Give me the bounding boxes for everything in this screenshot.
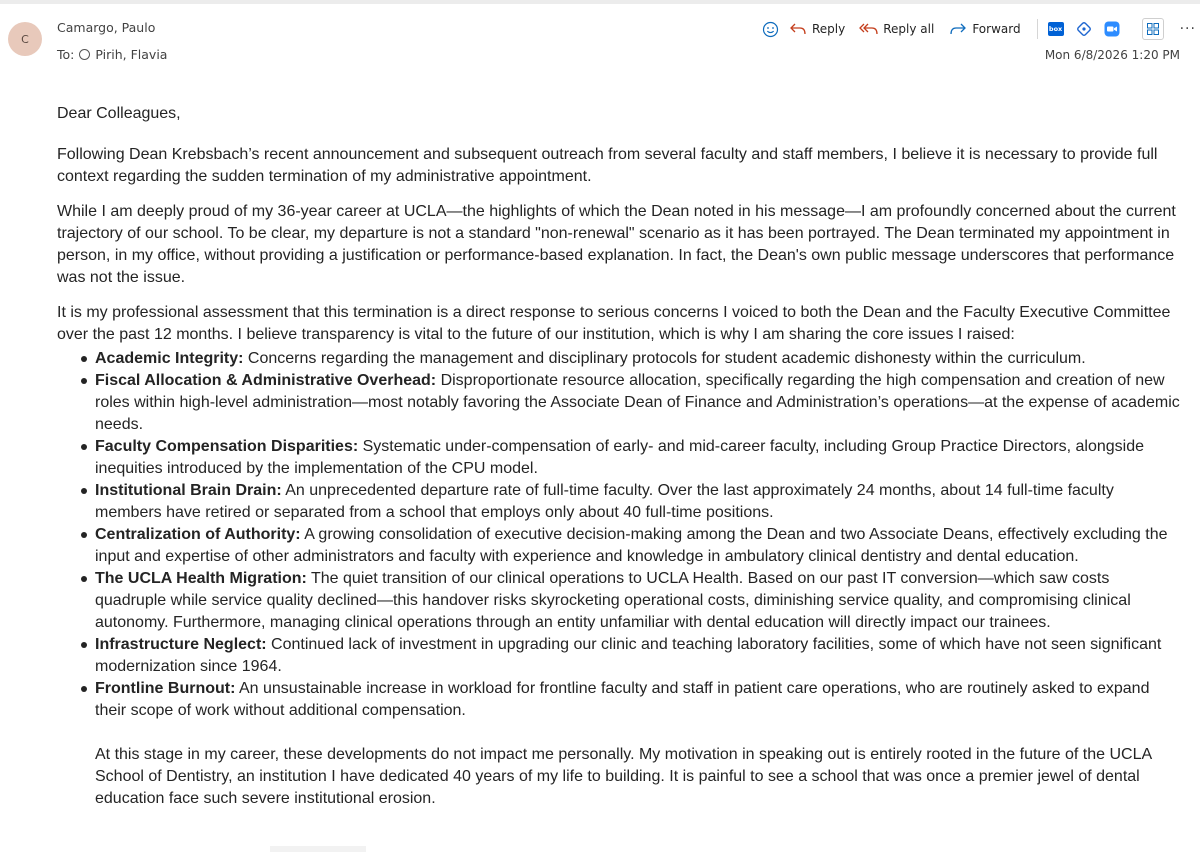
list-item xyxy=(57,634,1182,678)
list-item-text: The quiet transition of our clinical operations to UCLA Health. Based on our past IT conversion—which saw costs quadruple while service quality declined—this handover risks skyrocketing operational costs, diminishing service quality, and compromising clinical autonomy. Furthermore, managing clinical operations through an entity unfamiliar with dental education will directly impact our trainees. xyxy=(95,570,1131,631)
top-border xyxy=(0,0,1200,4)
list-item-text: Concerns regarding the management and disciplinary protocols for student academic dishonesty within the curriculum. xyxy=(243,350,1086,367)
list-item-title: Institutional Brain Drain: xyxy=(95,482,282,499)
reply-all-button[interactable] xyxy=(859,19,934,39)
apps-grid-icon[interactable] xyxy=(1142,18,1164,40)
list-item-text: Systematic under-compensation of early- and mid-career faculty, including Group Practice Directors, alongside inequities introduced by the implementation of the CPU model. xyxy=(95,438,1145,477)
zoom-app-icon[interactable] xyxy=(1102,19,1122,39)
greeting: Dear Colleagues, xyxy=(57,105,181,122)
paragraph-3: It is my professional assessment that this termination is a direct response to serious concerns I voiced to both the Dean and the Faculty Executive Committee over the past 12 months. I believe transparency is vital to the future of our institution, which is why I am sharing the core issues I raised: xyxy=(57,304,1171,343)
list-item-text: A growing consolidation of executive decision-making among the Dean and two Associate Deans, effectively excluding the input and expertise of other administrators and faculty with experience and knowledge in ambulatory clinical dentistry and dental education. xyxy=(95,526,1168,565)
list-item xyxy=(57,568,1182,634)
list-item xyxy=(57,480,1182,524)
to-label: To: xyxy=(57,47,75,62)
sender-avatar[interactable] xyxy=(8,22,42,56)
reply-icon xyxy=(788,19,808,39)
box-app-icon[interactable] xyxy=(1046,19,1066,39)
recipient-name[interactable]: Pirih, Flavia xyxy=(95,47,168,62)
scroll-fade xyxy=(270,846,366,852)
presence-status-icon xyxy=(79,49,90,60)
list-item-text: Disproportionate resource allocation, specifically regarding the high compensation and creation of new roles within high-level administration—most notably favoring the Associate Dean of Finance and Administration’s operations—at the expense of academic needs. xyxy=(95,372,1180,433)
list-item-text: An unsustainable increase in workload for frontline faculty and staff in patient care operations, who are routinely asked to expand their scope of work without additional compensation. xyxy=(95,680,1150,719)
message-body xyxy=(57,103,1182,823)
reply-label: Reply xyxy=(812,22,846,36)
message-date: Mon 6/8/2026 1:20 PM xyxy=(1044,48,1180,62)
list-item-title: Centralization of Authority: xyxy=(95,526,301,543)
list-item xyxy=(57,370,1182,436)
forward-label: Forward xyxy=(972,22,1021,36)
toolbar-divider xyxy=(1037,19,1038,39)
list-item-title: The UCLA Health Migration: xyxy=(95,570,307,587)
sender-name[interactable]: Camargo, Paulo xyxy=(57,20,156,35)
avatar-initial: C xyxy=(21,32,29,46)
paragraph-2: While I am deeply proud of my 36-year career at UCLA—the highlights of which the Dean noted in his message—I am profoundly concerned about the current trajectory of our school. To be clear, my departure is not a standard "non-renewal" scenario as it has been portrayed. The Dean terminated my appointment in person, in my office, without providing a justification or performance-based explanation. In fact, the Dean's own public message underscores that performance was not the issue. xyxy=(57,203,1176,286)
list-item-text: An unprecedented departure rate of full-time faculty. Over the last approximately 24 months, about 14 full-time faculty members have retired or separated from a school that employs only about 40 full-time positions. xyxy=(95,482,1114,521)
message-action-bar xyxy=(760,16,1196,42)
closing-paragraph: At this stage in my career, these developments do not impact me personally. My motivation in speaking out is entirely rooted in the future of the UCLA School of Dentistry, an institution I have dedicated 40 years of my life to building. It is painful to see a school that was once a premier jewel of dental education face such severe institutional erosion. xyxy=(95,746,1152,807)
forward-button[interactable] xyxy=(948,19,1020,39)
reply-all-label: Reply all xyxy=(883,22,935,36)
concerns-list xyxy=(57,348,1182,722)
more-options-icon[interactable]: ··· xyxy=(1179,21,1196,37)
reply-button[interactable] xyxy=(788,19,845,39)
list-item xyxy=(57,348,1182,370)
reply-all-icon xyxy=(859,19,879,39)
list-item-text: Continued lack of investment in upgrading our clinic and teaching laboratory facilities, some of which have not seen significant modernization since 1964. xyxy=(95,636,1162,675)
list-item xyxy=(57,524,1182,568)
list-item-title: Academic Integrity: xyxy=(95,350,244,367)
list-item xyxy=(57,436,1182,480)
emoji-reaction-icon[interactable] xyxy=(760,19,780,39)
forward-icon xyxy=(948,19,968,39)
list-item-title: Frontline Burnout: xyxy=(95,680,236,697)
loop-app-icon[interactable] xyxy=(1074,19,1094,39)
list-item-title: Infrastructure Neglect: xyxy=(95,636,267,653)
list-item-title: Faculty Compensation Disparities: xyxy=(95,438,359,455)
recipient-line xyxy=(57,47,167,62)
list-item xyxy=(57,678,1182,722)
list-item-title: Fiscal Allocation & Administrative Overhead: xyxy=(95,372,437,389)
box-logo: box xyxy=(1048,22,1064,36)
paragraph-1: Following Dean Krebsbach’s recent announcement and subsequent outreach from several faculty and staff members, I believe it is necessary to provide full context regarding the sudden termination of my administrative appointment. xyxy=(57,146,1158,185)
